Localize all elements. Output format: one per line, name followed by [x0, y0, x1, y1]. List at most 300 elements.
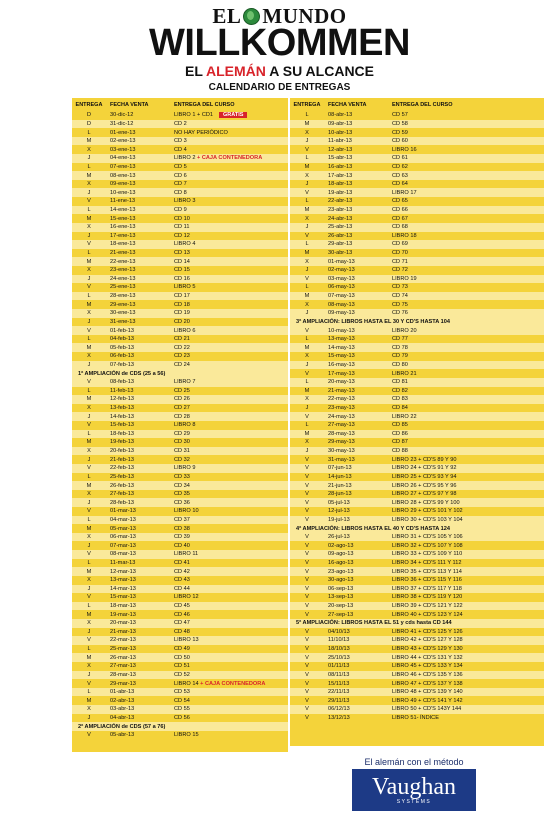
- cell-date: 28-feb-13: [110, 499, 134, 506]
- cell-item: [388, 586, 544, 592]
- item-label: CD 59: [392, 129, 408, 136]
- cell-item: [170, 448, 288, 454]
- cell-item: [170, 259, 288, 265]
- table-row: [290, 309, 544, 318]
- cell-date: 23-ago-13: [328, 568, 354, 575]
- item-label: CD 40: [174, 542, 190, 549]
- cell-date: 14-ene-13: [110, 207, 136, 213]
- table-row: [72, 283, 288, 292]
- cell-day: V: [305, 706, 309, 713]
- table-row: [72, 412, 288, 421]
- cell-date: 31-may-13: [328, 456, 355, 463]
- cell-day: V: [87, 198, 91, 205]
- cell-item: [388, 689, 544, 695]
- gratis-badge: GRATIS: [219, 112, 247, 118]
- table-row: [290, 447, 544, 456]
- cell-day: V: [305, 654, 309, 661]
- table-row: [290, 232, 544, 241]
- cell-item: [388, 637, 544, 643]
- item-label: CD 85: [392, 422, 408, 429]
- cell-day: J: [87, 628, 91, 635]
- cell-day: X: [87, 534, 91, 541]
- cell-date: 27-sep-13: [328, 611, 354, 618]
- cell-item: [170, 336, 288, 342]
- cell-item: [170, 732, 288, 738]
- cell-item: [170, 543, 288, 549]
- cell-date: 21-mar-13: [110, 628, 136, 635]
- table-row: [290, 430, 544, 439]
- table-row: [290, 576, 544, 585]
- cell-date: 01-abr-13: [110, 689, 135, 696]
- cell-day: J: [87, 456, 91, 463]
- table-row: [290, 171, 544, 180]
- item-label: LIBRO 28 + CD'S 99 Y 100: [392, 499, 460, 506]
- cell-date: 20-mar-13: [110, 620, 136, 627]
- section-heading: [290, 524, 544, 533]
- cell-day: V: [305, 465, 309, 472]
- cell-item: [170, 594, 288, 600]
- table-row: [72, 602, 288, 611]
- table-row: [72, 188, 288, 197]
- cell-day: L: [87, 603, 91, 610]
- cell-day: X: [87, 663, 91, 670]
- cell-day: J: [305, 138, 309, 145]
- cell-date: 29-abr-13: [328, 241, 353, 248]
- cell-item: [170, 198, 288, 204]
- cell-date: 04-mar-13: [110, 516, 136, 523]
- cell-day: L: [305, 241, 309, 248]
- cell-date: 27-may-13: [328, 422, 355, 429]
- table-row: [290, 714, 544, 723]
- cell-day: V: [87, 379, 91, 386]
- cell-date: 18/10/13: [328, 646, 350, 653]
- table-row: [290, 154, 544, 163]
- cell-date: 25-abr-13: [328, 224, 353, 231]
- cell-day: V: [305, 482, 309, 489]
- cell-day: J: [305, 405, 309, 412]
- cell-day: M: [86, 568, 92, 575]
- item-label: CD 10: [174, 215, 190, 222]
- cell-date: 15-abr-13: [328, 155, 353, 162]
- table-row: [290, 145, 544, 154]
- cell-item: [388, 698, 544, 704]
- cell-day: V: [305, 189, 309, 196]
- table-row: [72, 696, 288, 705]
- table-row: [72, 257, 288, 266]
- cell-day: X: [305, 439, 309, 446]
- cell-day: V: [305, 327, 309, 334]
- item-label: LIBRO 16: [392, 146, 417, 153]
- cell-day: V: [87, 327, 91, 334]
- cell-item: [170, 388, 288, 394]
- section-label: 5ª AMPLIACIÓN: LIBROS HASTA EL 51 y cds hasta CD 144: [296, 620, 452, 627]
- item-label: LIBRO 12: [174, 594, 199, 601]
- section-label: 3ª AMPLIACIÓN: LIBROS HASTA EL 30 Y CD'S HASTA 104: [296, 318, 450, 325]
- table-row: [290, 240, 544, 249]
- item-label: CD 19: [174, 310, 190, 317]
- cell-day: V: [305, 456, 309, 463]
- item-label: LIBRO 42 + CD'S 127 Y 128: [392, 637, 463, 644]
- cell-item: [170, 706, 288, 712]
- cell-date: 22-mar-13: [110, 637, 136, 644]
- cell-item: [388, 138, 544, 144]
- subtitle-highlight: ALEMÁN: [206, 63, 266, 79]
- item-label: LIBRO 17: [392, 189, 417, 196]
- cell-item: [170, 147, 288, 153]
- cell-item: [170, 284, 288, 290]
- item-label: LIBRO 39 + CD'S 121 Y 122: [392, 603, 463, 610]
- logo-text-left: EL: [212, 4, 242, 28]
- table-row: [72, 292, 288, 301]
- cell-day: J: [87, 585, 91, 592]
- cell-item: [388, 603, 544, 609]
- item-label: LIBRO 49 + CD'S 141 Y 142: [392, 697, 463, 704]
- cell-day: D: [86, 112, 92, 119]
- cell-date: 14-jun-13: [328, 473, 352, 480]
- table-row: [290, 283, 544, 292]
- item-label: CD 30: [174, 439, 190, 446]
- item-label: CD 60: [392, 138, 408, 145]
- cell-day: V: [305, 568, 309, 575]
- table-row: [290, 188, 544, 197]
- cell-item: [170, 233, 288, 239]
- table-row: [72, 154, 288, 163]
- cell-item: [170, 715, 288, 721]
- table-row: [72, 378, 288, 387]
- page-header: [0, 0, 559, 95]
- cell-date: 15/11/13: [328, 680, 350, 687]
- cell-day: L: [87, 646, 91, 653]
- table-row: [72, 653, 288, 662]
- cell-date: 08-feb-13: [110, 379, 134, 386]
- cell-item: [388, 293, 544, 299]
- item-label: CD 17: [174, 293, 190, 300]
- cell-date: 28-may-13: [328, 430, 355, 437]
- cell-item: [170, 637, 288, 643]
- cell-date: 18-abr-13: [328, 181, 353, 188]
- item-label: LIBRO 37 + CD'S 117 Y 118: [392, 585, 462, 592]
- cell-date: 07-may-13: [328, 293, 355, 300]
- cell-date: 27-mar-13: [110, 663, 136, 670]
- item-label: LIBRO 27 + CD'S 97 Y 98: [392, 491, 457, 498]
- header-entrega-curso: ENTREGA DEL CURSO: [392, 101, 453, 108]
- cell-date: 01-feb-13: [110, 327, 134, 334]
- cell-day: V: [305, 663, 309, 670]
- table-row: [290, 326, 544, 335]
- cell-item: [388, 362, 544, 368]
- cell-item: [170, 396, 288, 402]
- table-row: [72, 120, 288, 129]
- table-row: [290, 498, 544, 507]
- item-label: LIBRO 13: [174, 637, 199, 644]
- table-row: [72, 688, 288, 697]
- cell-item: [388, 422, 544, 428]
- item-label: LIBRO 4: [174, 241, 196, 248]
- header-fecha-venta: FECHA VENTA: [110, 101, 149, 108]
- vaughan-logo: [352, 769, 476, 811]
- schedule-rows-right: [290, 111, 544, 722]
- cell-day: V: [305, 646, 309, 653]
- item-label: LIBRO 22: [392, 413, 417, 420]
- cell-day: V: [87, 284, 91, 291]
- item-label: LIBRO 1 + CD1: [174, 112, 214, 119]
- item-label: CD 25: [174, 387, 190, 394]
- cell-date: 04-ene-13: [110, 155, 136, 162]
- table-row: [290, 541, 544, 550]
- cell-item: [388, 543, 544, 549]
- cell-day: V: [305, 689, 309, 696]
- cell-item: [170, 310, 288, 316]
- cell-date: 14-mar-13: [110, 585, 136, 592]
- cell-date: 22-may-13: [328, 396, 355, 403]
- cell-date: 11-abr-13: [328, 138, 352, 145]
- table-row: [290, 378, 544, 387]
- item-label: CD 51: [174, 663, 190, 670]
- cell-item: [170, 689, 288, 695]
- item-label: CD 62: [392, 163, 408, 170]
- table-row: [72, 628, 288, 637]
- cell-date: 11-ene-13: [110, 198, 136, 205]
- item-label: LIBRO 36 + CD'S 115 Y 116: [392, 577, 462, 584]
- cell-day: L: [87, 163, 91, 170]
- cell-item: [388, 457, 544, 463]
- cell-item: [388, 310, 544, 316]
- cell-day: L: [87, 473, 91, 480]
- cell-item: [170, 474, 288, 480]
- table-row: [290, 628, 544, 637]
- header-entrega-curso: ENTREGA DEL CURSO: [174, 101, 235, 108]
- cell-date: 04/10/13: [328, 628, 350, 635]
- item-label: CD 35: [174, 491, 190, 498]
- cell-day: M: [86, 396, 92, 403]
- cell-item: [170, 241, 288, 247]
- cell-day: V: [87, 508, 91, 515]
- cell-item: [170, 181, 288, 187]
- item-label: CD 21: [174, 336, 190, 343]
- table-row: [290, 128, 544, 137]
- table-row: [290, 671, 544, 680]
- cell-item: [170, 405, 288, 411]
- cell-date: 19-jul-13: [328, 516, 350, 523]
- cell-date: 23-ene-13: [110, 267, 136, 274]
- cell-item: [388, 276, 544, 282]
- item-label: CD 29: [174, 430, 190, 437]
- item-label: LIBRO 5: [174, 284, 196, 291]
- cell-day: V: [305, 594, 309, 601]
- cell-day: L: [87, 559, 91, 566]
- cell-date: 06-may-13: [328, 284, 355, 291]
- cell-date: 04-abr-13: [110, 714, 135, 721]
- cell-date: 24-may-13: [328, 413, 355, 420]
- cell-item: [170, 534, 288, 540]
- cell-day: V: [305, 697, 309, 704]
- cell-day: L: [305, 155, 309, 162]
- cell-date: 05-feb-13: [110, 344, 134, 351]
- cell-day: V: [305, 603, 309, 610]
- item-label: LIBRO 33 + CD'S 109 Y 110: [392, 551, 463, 558]
- item-label: CD 75: [392, 301, 408, 308]
- item-label: LIBRO 25 + CD'S 93 Y 94: [392, 473, 457, 480]
- table-row: [72, 619, 288, 628]
- table-row: [290, 335, 544, 344]
- cell-day: M: [304, 293, 310, 300]
- item-label: CD 45: [174, 603, 190, 610]
- cell-item: [388, 302, 544, 308]
- table-row: [290, 688, 544, 697]
- item-label: CD 53: [174, 689, 190, 696]
- table-row: [72, 593, 288, 602]
- table-row: [290, 197, 544, 206]
- item-label: LIBRO 35 + CD'S 113 Y 114: [392, 568, 462, 575]
- item-label: CD 36: [174, 499, 190, 506]
- item-label: CD 77: [392, 336, 408, 343]
- item-label: CD 84: [392, 405, 408, 412]
- cell-day: J: [87, 232, 91, 239]
- cell-date: 02-may-13: [328, 267, 355, 274]
- cell-item: [388, 560, 544, 566]
- table-row: [72, 352, 288, 361]
- cell-item: [170, 267, 288, 273]
- cell-item: [170, 250, 288, 256]
- cell-day: V: [305, 559, 309, 566]
- cell-item: [388, 198, 544, 204]
- cell-day: V: [305, 370, 309, 377]
- table-row: [72, 249, 288, 258]
- section-label: 4ª AMPLIACIÓN: LIBROS HASTA EL 40 Y CD'S HASTA 124: [296, 525, 450, 532]
- item-label: CD 37: [174, 516, 190, 523]
- cell-day: L: [305, 112, 309, 119]
- cell-item: [388, 207, 544, 213]
- cell-date: 25/10/13: [328, 654, 350, 661]
- cell-date: 07-mar-13: [110, 542, 136, 549]
- table-row: [72, 197, 288, 206]
- cell-date: 06-sep-13: [328, 585, 354, 592]
- cell-item: [170, 293, 288, 299]
- cell-date: 18-mar-13: [110, 603, 136, 610]
- cell-day: V: [305, 671, 309, 678]
- cell-item: [388, 431, 544, 437]
- cell-item: [388, 164, 544, 170]
- cell-day: X: [87, 706, 91, 713]
- table-row: [290, 412, 544, 421]
- cell-day: M: [86, 525, 92, 532]
- item-label: LIBRO 47 + CD'S 137 Y 138: [392, 680, 463, 687]
- cell-date: 26-jul-13: [328, 534, 350, 541]
- table-row: [290, 593, 544, 602]
- column-headers-left: [72, 98, 288, 111]
- item-label: CD 28: [174, 413, 190, 420]
- cell-item: [388, 112, 544, 118]
- cell-day: L: [87, 207, 91, 213]
- cell-item: [170, 362, 288, 368]
- cell-day: X: [305, 258, 309, 265]
- table-row: [72, 214, 288, 223]
- table-row: [72, 714, 288, 723]
- table-row: [290, 610, 544, 619]
- table-row: [72, 447, 288, 456]
- table-row: [290, 120, 544, 129]
- table-row: [290, 249, 544, 258]
- item-label: CD 79: [392, 353, 408, 360]
- cell-day: X: [87, 267, 91, 274]
- table-row: [290, 636, 544, 645]
- table-row: [72, 361, 288, 370]
- cell-day: J: [87, 542, 91, 549]
- cell-day: V: [305, 491, 309, 498]
- cell-date: 14-feb-13: [110, 413, 134, 420]
- cell-item: [170, 646, 288, 652]
- cell-day: X: [305, 396, 309, 403]
- cell-date: 09-abr-13: [328, 120, 353, 127]
- cell-date: 01-ene-13: [110, 129, 136, 136]
- cell-day: V: [305, 585, 309, 592]
- cell-item: [388, 655, 544, 661]
- item-label: LIBRO 10: [174, 508, 199, 515]
- table-row: [290, 455, 544, 464]
- item-label: CD 49: [174, 646, 190, 653]
- cell-item: [170, 491, 288, 497]
- cell-date: 13/12/13: [328, 714, 350, 721]
- cell-item: [388, 706, 544, 712]
- table-row: [290, 645, 544, 654]
- item-label: NO HAY PERIÓDICO: [174, 129, 228, 136]
- cell-date: 01-may-13: [328, 258, 355, 265]
- cell-date: 29-mar-13: [110, 680, 136, 687]
- cell-item: [170, 620, 288, 626]
- item-label: CD 58: [392, 120, 408, 127]
- table-row: [290, 352, 544, 361]
- table-row: [290, 404, 544, 413]
- cell-item: [170, 672, 288, 678]
- cell-date: 15-may-13: [328, 353, 355, 360]
- item-label: CD 54: [174, 697, 190, 704]
- cell-item: [388, 483, 544, 489]
- item-label: CD 52: [174, 671, 190, 678]
- cell-date: 09-ago-13: [328, 551, 354, 558]
- table-row: [72, 395, 288, 404]
- item-label: LIBRO 14: [174, 680, 199, 687]
- cell-item: [388, 147, 544, 153]
- item-label: CD 68: [392, 224, 408, 231]
- column-headers-right: [290, 98, 544, 111]
- cell-date: 19-feb-13: [110, 439, 134, 446]
- item-label: CD 31: [174, 448, 190, 455]
- table-row: [72, 636, 288, 645]
- cell-date: 22-feb-13: [110, 465, 134, 472]
- cell-date: 10-may-13: [328, 327, 355, 334]
- table-row: [72, 128, 288, 137]
- cell-date: 12-jul-13: [328, 508, 350, 515]
- cell-date: 02-ene-13: [110, 138, 136, 145]
- cell-date: 25-feb-13: [110, 473, 134, 480]
- cell-item: [388, 353, 544, 359]
- table-row: [72, 404, 288, 413]
- table-row: [72, 464, 288, 473]
- cell-day: L: [87, 430, 91, 437]
- cell-item: [170, 414, 288, 420]
- table-row: [290, 662, 544, 671]
- item-label: CD 18: [174, 301, 190, 308]
- cell-day: X: [87, 146, 91, 153]
- cell-item: [388, 672, 544, 678]
- table-row: [290, 421, 544, 430]
- cell-date: 23-may-13: [328, 405, 355, 412]
- cell-item: [170, 302, 288, 308]
- table-row: [290, 387, 544, 396]
- table-row: [290, 300, 544, 309]
- cell-day: V: [305, 680, 309, 687]
- table-row: [290, 361, 544, 370]
